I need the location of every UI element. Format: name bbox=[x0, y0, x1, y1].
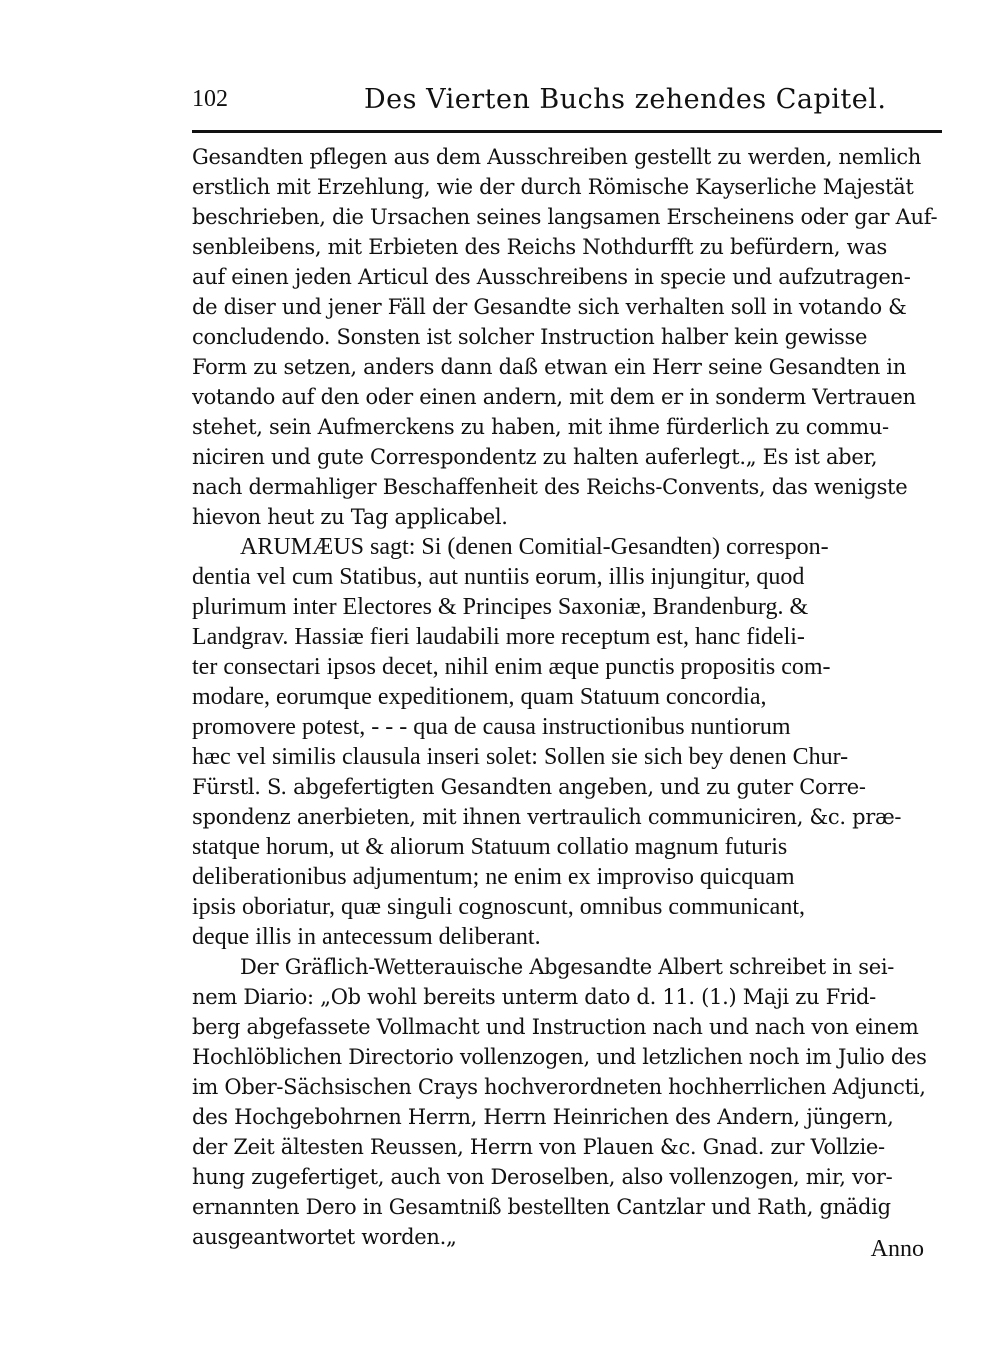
text-line: senbleibens, mit Erbieten des Reichs Nothdurfft zu befürdern, was bbox=[192, 235, 888, 259]
text-line: stehet, sein Aufmerckens zu haben, mit ihme fürderlich zu commu- bbox=[192, 415, 889, 439]
text-line: Form zu setzen, anders dann daß etwan ein Herr seine Gesandten in bbox=[192, 355, 906, 379]
text-line: votando auf den oder einen andern, mit dem er in sonderm Vertrauen bbox=[192, 385, 916, 409]
text-line: ipsis oboriatur, quæ singuli cognoscunt, omnibus communicant, bbox=[192, 894, 805, 920]
text-line: auf einen jeden Articul des Ausschreibens in specie und aufzutragen- bbox=[192, 265, 911, 289]
text-line: hæc vel similis clausula inseri solet: Sollen sie sich bey denen Chur- bbox=[192, 744, 849, 770]
text-line: niciren und gute Correspondentz zu halten auferlegt.„ Es ist aber, bbox=[192, 445, 878, 469]
text-line: der Zeit ältesten Reussen, Herrn von Plauen &c. Gnad. zur Vollzie- bbox=[192, 1135, 885, 1159]
page-number: 102 bbox=[192, 86, 228, 112]
text-line: berg abgefassete Vollmacht und Instruction nach und nach von einem bbox=[192, 1015, 919, 1039]
text-line: nach dermahliger Beschaffenheit des Reichs-Convents, das wenigste bbox=[192, 475, 908, 499]
text-line: nem Diario: „Ob wohl bereits unterm dato d. 11. (1.) Maji zu Frid- bbox=[192, 985, 876, 1009]
text-line: concludendo. Sonsten ist solcher Instruction halber kein gewisse bbox=[192, 325, 868, 349]
text-line: de diser und jener Fäll der Gesandte sich verhalten soll in votando & bbox=[192, 295, 907, 319]
text-line: ARUMÆUS sagt: Si (denen Comitial-Gesandten) correspon- bbox=[240, 534, 829, 560]
running-head: Des Vierten Buchs zehendes Capitel. bbox=[364, 84, 887, 115]
header-rule bbox=[192, 130, 942, 133]
text-line: spondenz anerbieten, mit ihnen vertraulich communiciren, &c. præ- bbox=[192, 805, 902, 829]
text-line: ernannten Dero in Gesamtniß bestellten Cantzlar und Rath, gnädig bbox=[192, 1195, 891, 1219]
text-line: deliberationibus adjumentum; ne enim ex improviso quicquam bbox=[192, 864, 795, 890]
text-line: erstlich mit Erzehlung, wie der durch Römische Kayserliche Majestät bbox=[192, 175, 914, 199]
text-line: Der Gräflich-Wetterauische Abgesandte Albert schreibet in sei- bbox=[240, 955, 895, 979]
text-line: hung zugefertiget, auch von Deroselben, also vollenzogen, mir, vor- bbox=[192, 1165, 893, 1189]
text-line: promovere potest, - - - qua de causa instructionibus nuntiorum bbox=[192, 714, 791, 740]
body-text bbox=[192, 142, 944, 1252]
text-line: Fürstl. S. abgefertigten Gesandten angeben, und zu guter Corre- bbox=[192, 775, 866, 799]
text-line: ausgeantwortet worden.„ bbox=[192, 1225, 457, 1249]
catchword: Anno bbox=[870, 1236, 924, 1262]
text-line: des Hochgebohrnen Herrn, Herrn Heinrichen des Andern, jüngern, bbox=[192, 1105, 894, 1129]
page-header bbox=[192, 84, 942, 128]
text-line: Landgrav. Hassiæ fieri laudabili more receptum est, hanc fideli- bbox=[192, 624, 805, 650]
text-line: beschrieben, die Ursachen seines langsamen Erscheinens oder gar Auf- bbox=[192, 205, 938, 229]
text-line: hievon heut zu Tag applicabel. bbox=[192, 505, 508, 529]
text-line: plurimum inter Electores & Principes Saxoniæ, Brandenburg. & bbox=[192, 594, 809, 620]
text-line: dentia vel cum Statibus, aut nuntiis eorum, illis injungitur, quod bbox=[192, 564, 805, 590]
text-line: Hochlöblichen Directorio vollenzogen, und letzlichen noch im Julio des bbox=[192, 1045, 927, 1069]
text-line: deque illis in antecessum deliberant. bbox=[192, 924, 541, 950]
text-line: Gesandten pflegen aus dem Ausschreiben gestellt zu werden, nemlich bbox=[192, 145, 922, 169]
text-line: modare, eorumque expeditionem, quam Statuum concordia, bbox=[192, 684, 767, 710]
text-line: statque horum, ut & aliorum Statuum collatio magnum futuris bbox=[192, 834, 788, 860]
text-line: ter consectari ipsos decet, nihil enim æque punctis propositis com- bbox=[192, 654, 831, 680]
text-line: im Ober-Sächsischen Crays hochverordneten hochherrlichen Adjuncti, bbox=[192, 1075, 926, 1099]
